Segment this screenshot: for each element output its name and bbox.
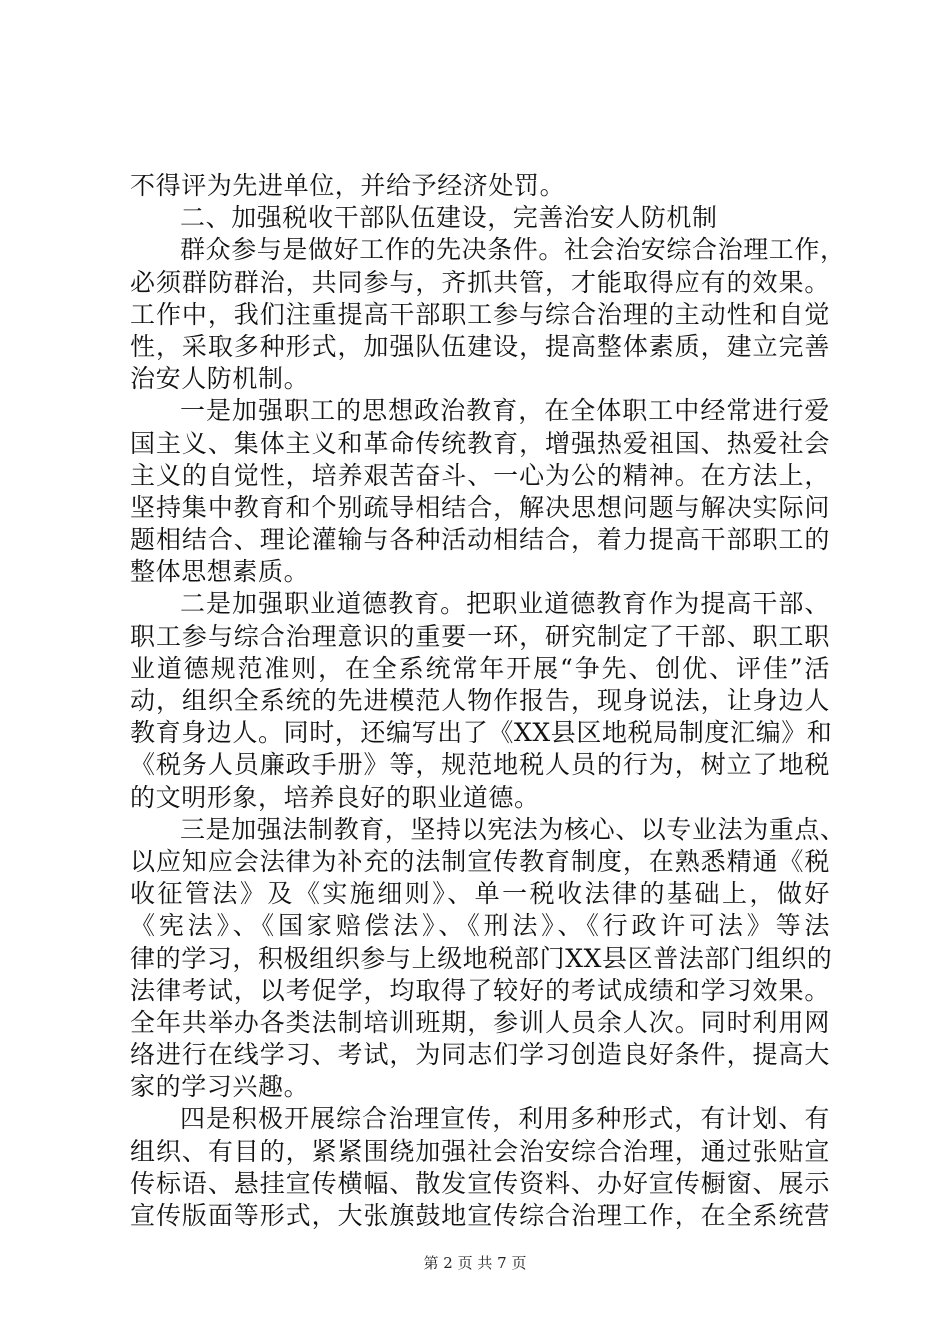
text-line: 必须群防群治，共同参与，齐抓共管，才能取得应有的效果。: [130, 267, 830, 297]
text-line: 以应知应会法律为补充的法制宣传教育制度，在熟悉精通《税: [130, 846, 830, 876]
text-line: 全年共举办各类法制培训班期，参训人员余人次。同时利用网: [130, 1007, 830, 1037]
text-line: 国主义、集体主义和革命传统教育，增强热爱祖国、热爱社会: [130, 428, 830, 458]
text-line: 收征管法》及《实施细则》、单一税收法律的基础上，做好: [130, 879, 830, 909]
page-footer: 第 2 页 共 7 页: [423, 1254, 527, 1272]
text-line: 主义的自觉性，培养艰苦奋斗、一心为公的精神。在方法上，: [130, 460, 830, 490]
text-line: 二、加强税收干部队伍建设，完善治安人防机制: [180, 203, 718, 233]
document-body: [130, 170, 846, 1232]
text-line: 三是加强法制教育，坚持以宪法为核心、以专业法为重点、: [180, 814, 846, 844]
text-line: 律的学习，积极组织参与上级地税部门XX县区普法部门组织的: [130, 943, 833, 973]
text-line: 题相结合、理论灌输与各种活动相结合，着力提高干部职工的: [130, 525, 830, 555]
text-line: 法律考试，以考促学，均取得了较好的考试成绩和学习效果。: [130, 975, 830, 1005]
text-line: 络进行在线学习、考试，为同志们学习创造良好条件，提高大: [130, 1040, 830, 1070]
text-line: 二是加强职业道德教育。把职业道德教育作为提高干部、: [180, 589, 830, 619]
text-line: 业道德规范准则，在全系统常年开展“争先、创优、评佳”活: [130, 653, 830, 683]
text-line: 《税务人员廉政手册》等，规范地税人员的行为，树立了地税: [130, 750, 830, 780]
text-line: 家的学习兴趣。: [130, 1072, 310, 1102]
text-line: 不得评为先进单位，并给予经济处罚。: [130, 171, 566, 200]
text-line: 治安人防机制。: [130, 364, 310, 394]
text-line: 宣传版面等形式，大张旗鼓地宣传综合治理工作，在全系统营: [130, 1201, 830, 1230]
text-line: 坚持集中教育和个别疏导相结合，解决思想问题与解决实际问: [130, 492, 830, 522]
text-line: 的文明形象，培养良好的职业道德。: [130, 782, 540, 812]
text-line: 职工参与综合治理意识的重要一环，研究制定了干部、职工职: [130, 621, 830, 651]
text-line: 性，采取多种形式，加强队伍建设，提高整体素质，建立完善: [130, 331, 830, 361]
text-line: 群众参与是做好工作的先决条件。社会治安综合治理工作，: [180, 235, 846, 265]
text-line: 整体思想素质。: [130, 557, 310, 587]
text-line: 动，组织全系统的先进模范人物作报告，现身说法，让身边人: [130, 686, 830, 715]
text-line: 《宪法》、《国家赔偿法》、《刑法》、《行政许可法》等法: [130, 911, 830, 941]
text-line: 一是加强职工的思想政治教育，在全体职工中经常进行爱: [180, 396, 830, 426]
text-line: 工作中，我们注重提高干部职工参与综合治理的主动性和自觉: [130, 299, 830, 329]
text-line: 传标语、悬挂宣传横幅、散发宣传资料、办好宣传橱窗、展示: [130, 1168, 830, 1198]
text-line: 教育身边人。同时，还编写出了《XX县区地税局制度汇编》和: [130, 718, 833, 748]
text-line: 组织、有目的，紧紧围绕加强社会治安综合治理，通过张贴宣: [130, 1136, 830, 1166]
text-line: 四是积极开展综合治理宣传，利用多种形式，有计划、有: [180, 1104, 830, 1134]
